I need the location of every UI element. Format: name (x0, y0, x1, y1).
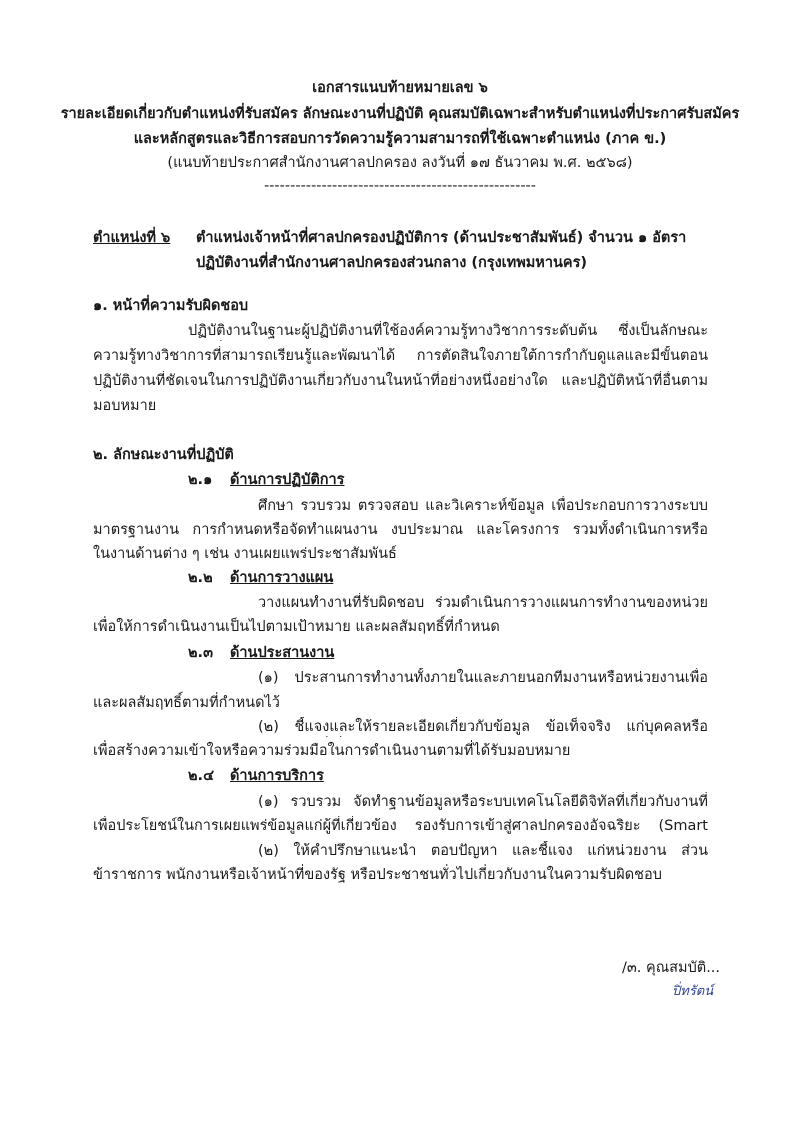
position-label: ตำแหน่งที่ ๖ (93, 230, 171, 246)
paragraph-line: (๒) ให้คำปรึกษาแนะนำ ตอบปัญหา และชี้แจง แก่หน่วยงาน ส่วน (258, 843, 708, 859)
paragraph-line: (๑) รวบรวม จัดทำฐานข้อมูลหรือระบบเทคโนโลยีดิจิทัลที่เกี่ยวกับงานที่ (258, 794, 708, 810)
paragraph-line: (๒) ชี้แจงและให้รายละเอียดเกี่ยวกับข้อมูล ข้อเท็จจริง แก่บุคคลหรือ (258, 719, 708, 735)
paragraph-line: ปฏิบัติงานในฐานะผู้ปฏิบัติงานที่ใช้องค์ความรู้ทางวิชาการระดับต้น ซึ่งเป็นลักษณะ (188, 323, 708, 339)
paragraph-line: ข้าราชการ พนักงานหรือเจ้าหน้าที่ของรัฐ หรือประชาชนทั่วไปเกี่ยวกับงานในความรับผิดชอบ (93, 867, 662, 883)
announcement-reference: (แนบท้ายประกาศสำนักงานศาลปกครอง ลงวันที่ ๑๗ ธันวาคม พ.ศ. ๒๕๖๘) (167, 155, 633, 171)
subsection-title: ด้านการบริการ (230, 768, 324, 784)
paragraph-line: เพื่อให้การดำเนินงานเป็นไปตามเป้าหมาย และผลสัมฤทธิ์ที่กำหนด (93, 619, 500, 635)
paragraph-line: ความรู้ทางวิชาการที่สามารถเรียนรู้และพัฒนาได้ การตัดสินใจภายใต้การกำกับดูแลและมีขั้นตอน (93, 348, 708, 364)
section-2-heading: ๒. ลักษณะงานที่ปฏิบัติ (93, 447, 234, 463)
subsection-number: ๒.๒ (188, 570, 213, 586)
paragraph-line: มาตรฐานงาน การกำหนดหรือจัดทำแผนงาน งบประมาณ และโครงการ รวมทั้งดำเนินการหรือ (93, 522, 708, 538)
paragraph-line: ปฏิบัติงานที่ชัดเจนในการปฏิบัติงานเกี่ยวกับงานในหน้าที่อย่างหนึ่งอย่างใด และปฏิบัติหน้าที่อื่นตาม (93, 373, 708, 389)
paragraph-line: (๑) ประสานการทำงานทั้งภายในและภายนอกทีมงานหรือหน่วยงานเพื่อ (258, 670, 708, 686)
paragraph-line: และผลสัมฤทธิ์ตามที่กำหนดไว้ (93, 695, 280, 711)
subsection-number: ๒.๔ (188, 768, 215, 784)
paragraph-line: มอบหมาย (93, 398, 157, 414)
paragraph-line: เพื่อสร้างความเข้าใจหรือความร่วมมือในการดำเนินงานตามที่ได้รับมอบหมาย (93, 743, 571, 759)
paragraph-line: ศึกษา รวบรวม ตรวจสอบ และวิเคราะห์ข้อมูล เพื่อประกอบการวางระบบ (258, 498, 708, 514)
divider: ---------------------------------------------------- (263, 178, 537, 194)
subsection-title: ด้านการวางแผน (230, 570, 334, 586)
subsection-title: ด้านการปฏิบัติการ (230, 472, 345, 488)
subsection-title: ด้านประสานงาน (230, 645, 335, 661)
document-subtitle: รายละเอียดเกี่ยวกับตำแหน่งที่รับสมัคร ลักษณะงานที่ปฏิบัติ คุณสมบัติเฉพาะสำหรับตำแหน่งที่ประกาศรับสมัคร (60, 106, 740, 122)
paragraph-line: เพื่อประโยชน์ในการเผยแพร่ข้อมูลแก่ผู้ที่เกี่ยวข้อง รองรับการเข้าสู่ศาลปกครองอัจฉริยะ (Smart (93, 818, 708, 834)
handwritten-initials: ปิ่ทรัตน์ (672, 984, 714, 999)
position-location: ปฏิบัติงานที่สำนักงานศาลปกครองส่วนกลาง (กรุงเทพมหานคร) (196, 255, 588, 271)
paragraph-line: ในงานด้านต่าง ๆ เช่น งานเผยแพร่ประชาสัมพันธ์ (93, 546, 397, 562)
section-1-heading: ๑. หน้าที่ความรับผิดชอบ (93, 298, 249, 314)
subsection-number: ๒.๑ (188, 472, 213, 488)
subsection-number: ๒.๓ (188, 645, 213, 661)
document-title: เอกสารแนบท้ายหมายเลข ๖ (312, 80, 488, 96)
paragraph-line: วางแผนทำงานที่รับผิดชอบ ร่วมดำเนินการวางแผนการทำงานของหน่วย (258, 595, 708, 611)
continuation-marker: /๓. คุณสมบัติ... (622, 960, 721, 976)
document-subtitle-2: และหลักสูตรและวิธีการสอบการวัดความรู้ความสามารถที่ใช้เฉพาะตำแหน่ง (ภาค ข.) (133, 131, 667, 147)
position-title: ตำแหน่งเจ้าหน้าที่ศาลปกครองปฏิบัติการ (ด้านประชาสัมพันธ์) จำนวน ๑ อัตรา (196, 230, 687, 246)
